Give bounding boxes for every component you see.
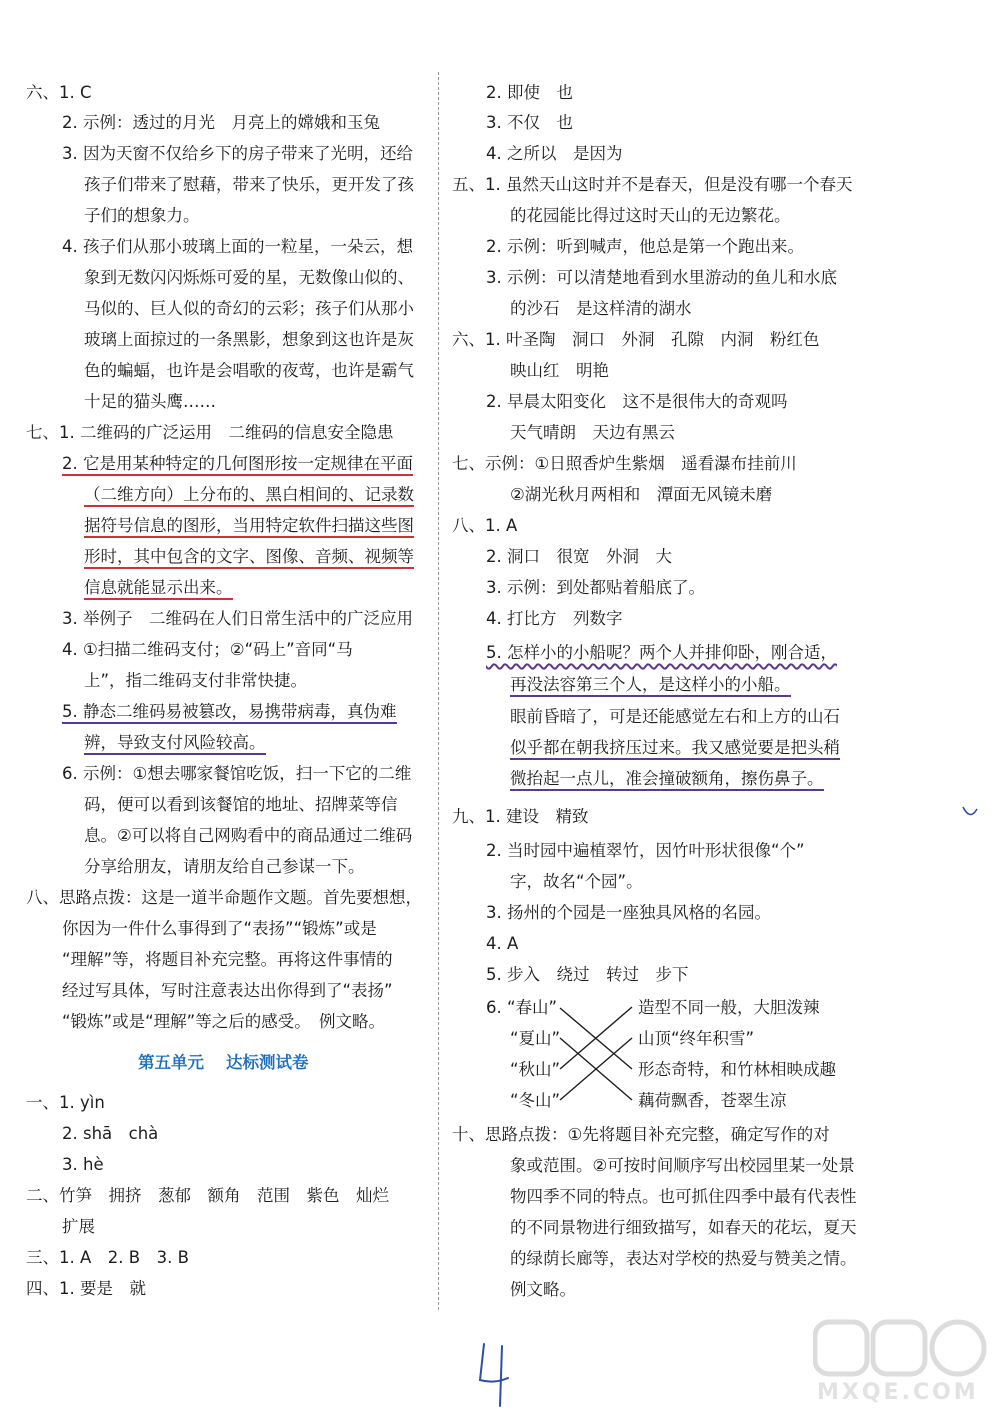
answer-line: 五、1. 虽然天山这时并不是春天，但是没有哪一个春天 (452, 175, 853, 194)
answer-line: 六、1. 叶圣陶 洞口 外洞 孔隙 内洞 粉红色 (452, 330, 820, 349)
answer-line: 例文略。 (510, 1280, 576, 1299)
answer-line: 3. 因为天窗不仅给乡下的房子带来了光明，还给 (62, 144, 413, 163)
answer-line: 6. 示例：①想去哪家餐馆吃饭，扫一下它的二维 (62, 764, 412, 783)
answer-line-underlined: （二维方向）上分布的、黑白相间的、记录数 (84, 484, 414, 508)
answer-line: 映山红 明艳 (510, 361, 609, 380)
answer-line: 七、1. 二维码的广泛运用 二维码的信息安全隐患 (26, 423, 394, 442)
answer-line-underlined: 2. 它是用某种特定的几何图形按一定规律在平面 (62, 453, 413, 477)
answer-line: 九、1. 建设 精致 (452, 807, 589, 826)
answer-line: 四、1. 要是 就 (26, 1279, 146, 1298)
answer-line: 2. 当时园中遍植翠竹，因竹叶形状很像“个” (486, 841, 805, 860)
answer-line: 4. 打比方 列数字 (486, 609, 623, 628)
answer-line: 3. 不仅 也 (486, 113, 573, 132)
answer-line: 玻璃上面掠过的一条黑影，想象到这也许是灰 (84, 330, 414, 349)
answer-line: 天气晴朗 天边有黑云 (510, 423, 675, 442)
answer-line: 的沙石 是这样清的湖水 (510, 299, 692, 318)
answer-line: “理解”等，将题目补充完整。再将这件事情的 (62, 950, 393, 969)
answer-line: 经过写具体，写时注意表达出你得到了“表扬” (62, 981, 393, 1000)
answer-line: 马似的、巨人似的奇幻的云彩；孩子们从那小 (84, 299, 414, 318)
answer-line: 眼前昏暗了，可是还能感觉左右和上方的山石 (510, 707, 840, 726)
match-left-item: 6. “春山” (486, 998, 558, 1017)
answer-line: 4. 之所以 是因为 (486, 144, 623, 163)
answer-line: 扩展 (62, 1217, 95, 1236)
answer-line-underlined: 再没法容第三个人，是这样小的小船。 (510, 674, 791, 698)
answer-line: 八、思路点拨：这是一道半命题作文题。首先要想想， (26, 888, 422, 907)
answer-line: 2. 早晨太阳变化 这不是很伟大的奇观吗 (486, 392, 788, 411)
answer-line: 码，便可以看到该餐馆的地址、招牌菜等信 (84, 795, 398, 814)
match-right-item: 山顶“终年积雪” (638, 1029, 755, 1048)
watermark-url: MXQE.COM (817, 1380, 979, 1405)
match-right-item: 造型不同一般，大胆泼辣 (638, 998, 820, 1017)
answer-line: 3. hè (62, 1155, 104, 1174)
match-right-item: 形态奇特，和竹林相映成趣 (638, 1060, 836, 1079)
answer-line: 十足的猫头鹰…… (84, 392, 216, 411)
answer-line: 十、思路点拨：①先将题目补充完整，确定写作的对 (452, 1125, 830, 1144)
answer-line: 字，故名“个园”。 (510, 872, 643, 891)
answer-line: 3. 示例：到处都贴着船底了。 (486, 578, 705, 597)
answer-line: 2. 即使 也 (486, 83, 573, 102)
bracket-mark (961, 805, 979, 823)
answer-line: ②湖光秋月两相和 潭面无风镜未磨 (510, 485, 773, 504)
unit-title: 第五单元 达标测试卷 (138, 1053, 309, 1072)
answer-line: 二、竹笋 拥挤 葱郁 额角 范围 紫色 灿烂 (26, 1186, 389, 1205)
answer-line: 4. ①扫描二维码支付；②“码上”音同“马 (62, 640, 353, 659)
answer-line: 2. 示例：听到喊声，他总是第一个跑出来。 (486, 237, 804, 256)
svg-text:4: 4 (476, 1340, 477, 1341)
answer-line: 分享给朋友，请朋友给自己参谋一下。 (84, 857, 365, 876)
answer-line: 3. 示例：可以清楚地看到水里游动的鱼儿和水底 (486, 268, 837, 287)
answer-line: 4. A (486, 934, 519, 953)
answer-line: 上”，指二维码支付非常快捷。 (84, 671, 308, 690)
answer-line: 2. shā chà (62, 1124, 159, 1143)
answer-line: 孩子们带来了慰藉，带来了快乐，更开发了孩 (84, 175, 414, 194)
answer-line: 的绿荫长廊等，表达对学校的热爱与赞美之情。 (510, 1249, 857, 1268)
handwritten-page-number (476, 1340, 516, 1410)
answer-line-underlined: 5. 怎样小的小船呢？两个人并排仰卧，刚合适， (486, 643, 837, 662)
column-divider (438, 72, 439, 1310)
answer-line: 4. 孩子们从那小玻璃上面的一粒星，一朵云，想 (62, 237, 413, 256)
answer-line: 子们的想象力。 (84, 206, 200, 225)
answer-line: 2. 洞口 很宽 外洞 大 (486, 547, 672, 566)
watermark (805, 1318, 995, 1414)
answer-line: 象到无数闪闪烁烁可爱的星，无数像山似的、 (84, 268, 414, 287)
answer-line: 六、1. C (26, 83, 92, 102)
answer-line-underlined: 据符号信息的图形，当用特定软件扫描这些图 (84, 515, 414, 539)
match-left-item: “夏山” (510, 1029, 561, 1048)
answer-line: 象或范围。②可按时间顺序写出校园里某一处景 (510, 1156, 855, 1175)
answer-line-underlined: 似乎都在朝我挤压过来。我又感觉要是把头稍 (510, 737, 840, 761)
answer-line-underlined: 微抬起一点儿，准会撞破额角，擦伤鼻子。 (510, 768, 824, 792)
answer-line-underlined: 信息就能显示出来。 (84, 577, 233, 601)
answer-line: 5. 步入 绕过 转过 步下 (486, 965, 689, 984)
answer-line: 一、1. yìn (26, 1093, 105, 1112)
answer-line: 息。②可以将自己网购看中的商品通过二维码 (84, 826, 413, 845)
match-right-item: 藕荷飘香，苍翠生凉 (638, 1091, 787, 1110)
answer-line: 3. 举例子 二维码在人们日常生活中的广泛应用 (62, 609, 413, 628)
answer-line: “锻炼”或是“理解”等之后的感受。 例文略。 (62, 1012, 385, 1031)
match-left-item: “冬山” (510, 1091, 561, 1110)
answer-line-underlined: 形时，其中包含的文字、图像、音频、视频等 (84, 546, 414, 570)
answer-line: 八、1. A (452, 516, 518, 535)
answer-line: 三、1. A 2. B 3. B (26, 1248, 189, 1267)
watermark-logo (813, 1318, 988, 1380)
answer-line: 3. 扬州的个园是一座独具风格的名园。 (486, 903, 771, 922)
match-left-item: “秋山” (510, 1060, 561, 1079)
answer-line-underlined: 5. 静态二维码易被篡改，易携带病毒，真伪难 (62, 701, 397, 725)
answer-line: 物四季不同的特点。也可抓住四季中最有代表性 (510, 1187, 857, 1206)
answer-line: 的不同景物进行细致描写，如春天的花坛，夏天 (510, 1218, 857, 1237)
answer-line: 你因为一件什么事得到了“表扬”“锻炼”或是 (62, 919, 377, 938)
answer-line: 2. 示例：透过的月光 月亮上的嫦娥和玉兔 (62, 113, 380, 132)
answer-line: 的花园能比得过这时天山的无边繁花。 (510, 206, 791, 225)
answer-line-underlined: 辨，导致支付风险较高。 (84, 732, 266, 756)
answer-line: 七、示例：①日照香炉生紫烟 遥看瀑布挂前川 (452, 454, 797, 473)
matching-lines (550, 990, 645, 1110)
answer-line: 色的蝙蝠，也许是会唱歌的夜莺，也许是霸气 (84, 361, 414, 380)
